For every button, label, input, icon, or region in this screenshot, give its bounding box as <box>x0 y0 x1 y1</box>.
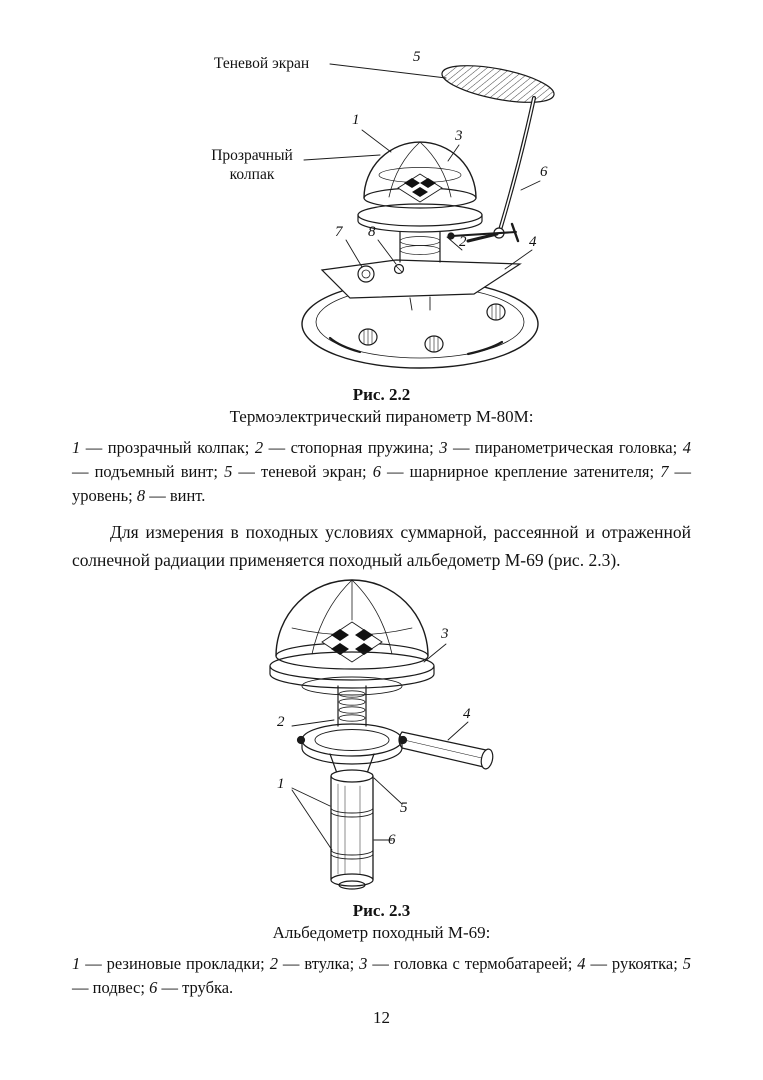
stand-column <box>400 232 440 262</box>
legend-item: 7 — уровень; <box>72 462 692 505</box>
label-shadow-screen: Теневой экран <box>214 55 310 72</box>
legend-item: 5 — теневой экран; <box>224 462 367 481</box>
figure1-title: Термоэлектрический пиранометр М-80М: <box>229 407 534 426</box>
sensor-checker <box>322 622 382 662</box>
callout-6: 6 <box>540 164 548 180</box>
figure2-legend <box>72 952 691 1000</box>
legend-item: 6 — шарнирное крепление затенителя; <box>372 462 655 481</box>
callout-8: 8 <box>368 224 376 240</box>
figure2-number: Рис. 2.3 <box>352 901 411 920</box>
figure-2-3 <box>0 574 763 892</box>
handle-tube <box>399 732 494 770</box>
callout-3: 3 <box>441 626 449 642</box>
body-paragraph: Для измерения в походных условиях суммарной, рассеянной и отраженной солнечной радиации применяется походный альбедометр М-69 (рис. 2.3). <box>72 522 691 570</box>
figure2-title: Альбедометр походный М-69: <box>272 923 491 942</box>
figure1-number: Рис. 2.2 <box>352 385 411 404</box>
legend-item: 3 — головка с термобатареей; <box>359 954 573 973</box>
legend-item: 4 — рукоятка; <box>577 954 678 973</box>
legend-item: 3 — пиранометрическая головка; <box>439 438 678 457</box>
tube <box>331 770 373 889</box>
legend-item: 1 — прозрачный колпак; <box>72 438 250 457</box>
callout-7: 7 <box>335 224 343 240</box>
legend-item: 6 — трубка. <box>149 978 234 997</box>
callout-2: 2 <box>277 714 285 730</box>
figure1-legend <box>72 436 691 508</box>
callout-4: 4 <box>463 706 471 722</box>
callout-leaders <box>346 130 540 269</box>
pyranometer-drawing <box>0 48 763 378</box>
legend-item: 4 — подъемный винт; <box>72 438 691 481</box>
callout-1: 1 <box>352 112 360 128</box>
albedometer-drawing <box>0 574 763 892</box>
legend-item: 2 — стопорная пружина; <box>254 438 434 457</box>
page-number: 12 <box>373 1008 390 1027</box>
legend-item: 5 — подвес; <box>72 954 692 997</box>
callout-3: 3 <box>455 128 463 144</box>
sleeve-spring <box>338 686 366 726</box>
callout-2: 2 <box>459 234 467 250</box>
figure-2-2 <box>0 48 763 378</box>
sensor-checker <box>398 174 442 202</box>
callout-1: 1 <box>277 776 285 792</box>
legend-item: 1 — резиновые прокладки; <box>72 954 265 973</box>
legend-item: 2 — втулка; <box>269 954 355 973</box>
label-transparent-dome: Прозрачный колпак <box>211 147 293 183</box>
callout-6: 6 <box>388 832 396 848</box>
figure1-caption <box>0 384 763 428</box>
screw <box>395 265 404 274</box>
callout-4: 4 <box>529 234 537 250</box>
bubble-level <box>358 266 374 282</box>
callout-5: 5 <box>413 49 421 65</box>
callout-5: 5 <box>400 800 408 816</box>
shadow-screen-disk <box>439 58 557 109</box>
figure2-caption <box>0 900 763 944</box>
gimbal-ring <box>298 724 407 764</box>
legend-item: 8 — винт. <box>136 486 206 505</box>
